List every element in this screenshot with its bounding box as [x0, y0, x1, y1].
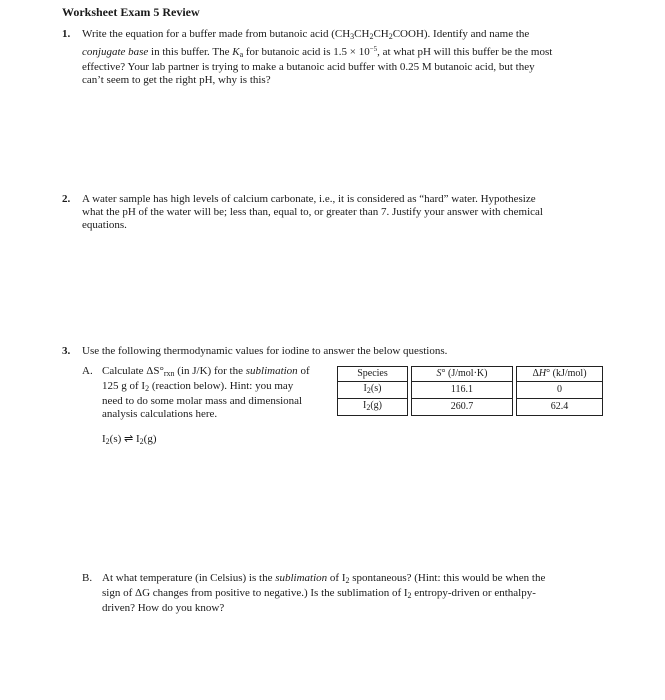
table-cell-enthalpy: 62.4: [517, 399, 603, 416]
table-header-row: [338, 367, 603, 382]
table-cell-entropy: 260.7: [412, 399, 513, 416]
table-cell-entropy: 116.1: [412, 382, 513, 399]
table-header-species: Species: [338, 367, 408, 382]
thermodynamic-table: [337, 366, 603, 416]
question-3a-line-2: 125 g of $I_2$ (reaction below). Hint: you may: [102, 380, 294, 393]
table-cell-species: $I_2(g)$: [338, 399, 408, 416]
question-3a-line-4: analysis calculations here.: [102, 408, 218, 420]
question-3b-line-1: At what temperature (in Celsius) is the sublimation of $I_2$ spontaneous? (Hint: this would be when the: [102, 572, 546, 585]
table-cell-enthalpy: 0: [517, 382, 603, 399]
question-3a-line-1: Calculate $\Delta S^\circ_{rxn}$ (in J/K) for the sublimation of: [102, 365, 310, 378]
worksheet-title: Worksheet Exam 5 Review: [62, 5, 200, 19]
question-3a-line-3: need to do some molar mass and dimensional: [102, 395, 303, 407]
table-cell-species: $I_2(s)$: [338, 382, 408, 399]
question-2-line-3: equations.: [82, 219, 127, 231]
question-2-text: [82, 193, 642, 232]
question-3-number: 3.: [62, 345, 71, 357]
question-1-number: 1.: [62, 28, 71, 40]
question-3b-text: [102, 572, 622, 615]
question-1-line-3: effective? Your lab partner is trying to make a butanoic acid buffer with 0.25 M butanoic acid, but they: [82, 61, 535, 73]
question-3a-text: [102, 365, 342, 421]
table-header-entropy: S° (J/mol·K): [412, 367, 513, 382]
question-3a-letter: A.: [82, 365, 93, 377]
question-3b-line-3: driven? How do you know?: [102, 602, 225, 614]
question-3-intro: Use the following thermodynamic values for iodine to answer the below questions.: [82, 345, 448, 357]
question-3b-letter: B.: [82, 572, 93, 584]
table-row: [338, 382, 603, 399]
question-1-line-1: Write the equation for a buffer made from butanoic acid $(CH_3CH_2CH_2COOH)$. Identify and name the: [82, 28, 530, 41]
question-2-number: 2.: [62, 193, 71, 205]
table-row: [338, 399, 603, 416]
question-3b-line-2: sign of ΔG changes from positive to negative.) Is the sublimation of $I_2$ entropy-driven or enthalpy-: [102, 587, 536, 600]
question-1-line-2: conjugate base in this buffer. The $K_a$ for butanoic acid is $1.5 \times 10^{-5}$, at what pH will this buffer be the most: [82, 45, 553, 59]
table-header-enthalpy: ΔH° (kJ/mol): [517, 367, 603, 382]
question-2-line-2: what the pH of the water will be; less than, equal to, or greater than 7. Justify your answer with chemical: [82, 206, 543, 218]
question-2-line-1: A water sample has high levels of calcium carbonate, i.e., it is considered as “hard” water. Hypothesize: [82, 193, 536, 205]
question-1-line-4: can’t seem to get the right pH, why is this?: [82, 74, 271, 86]
reaction-equation: $I_2(s)$ ⇌ $I_2(g)$: [102, 433, 157, 446]
question-1-text: [82, 28, 642, 87]
